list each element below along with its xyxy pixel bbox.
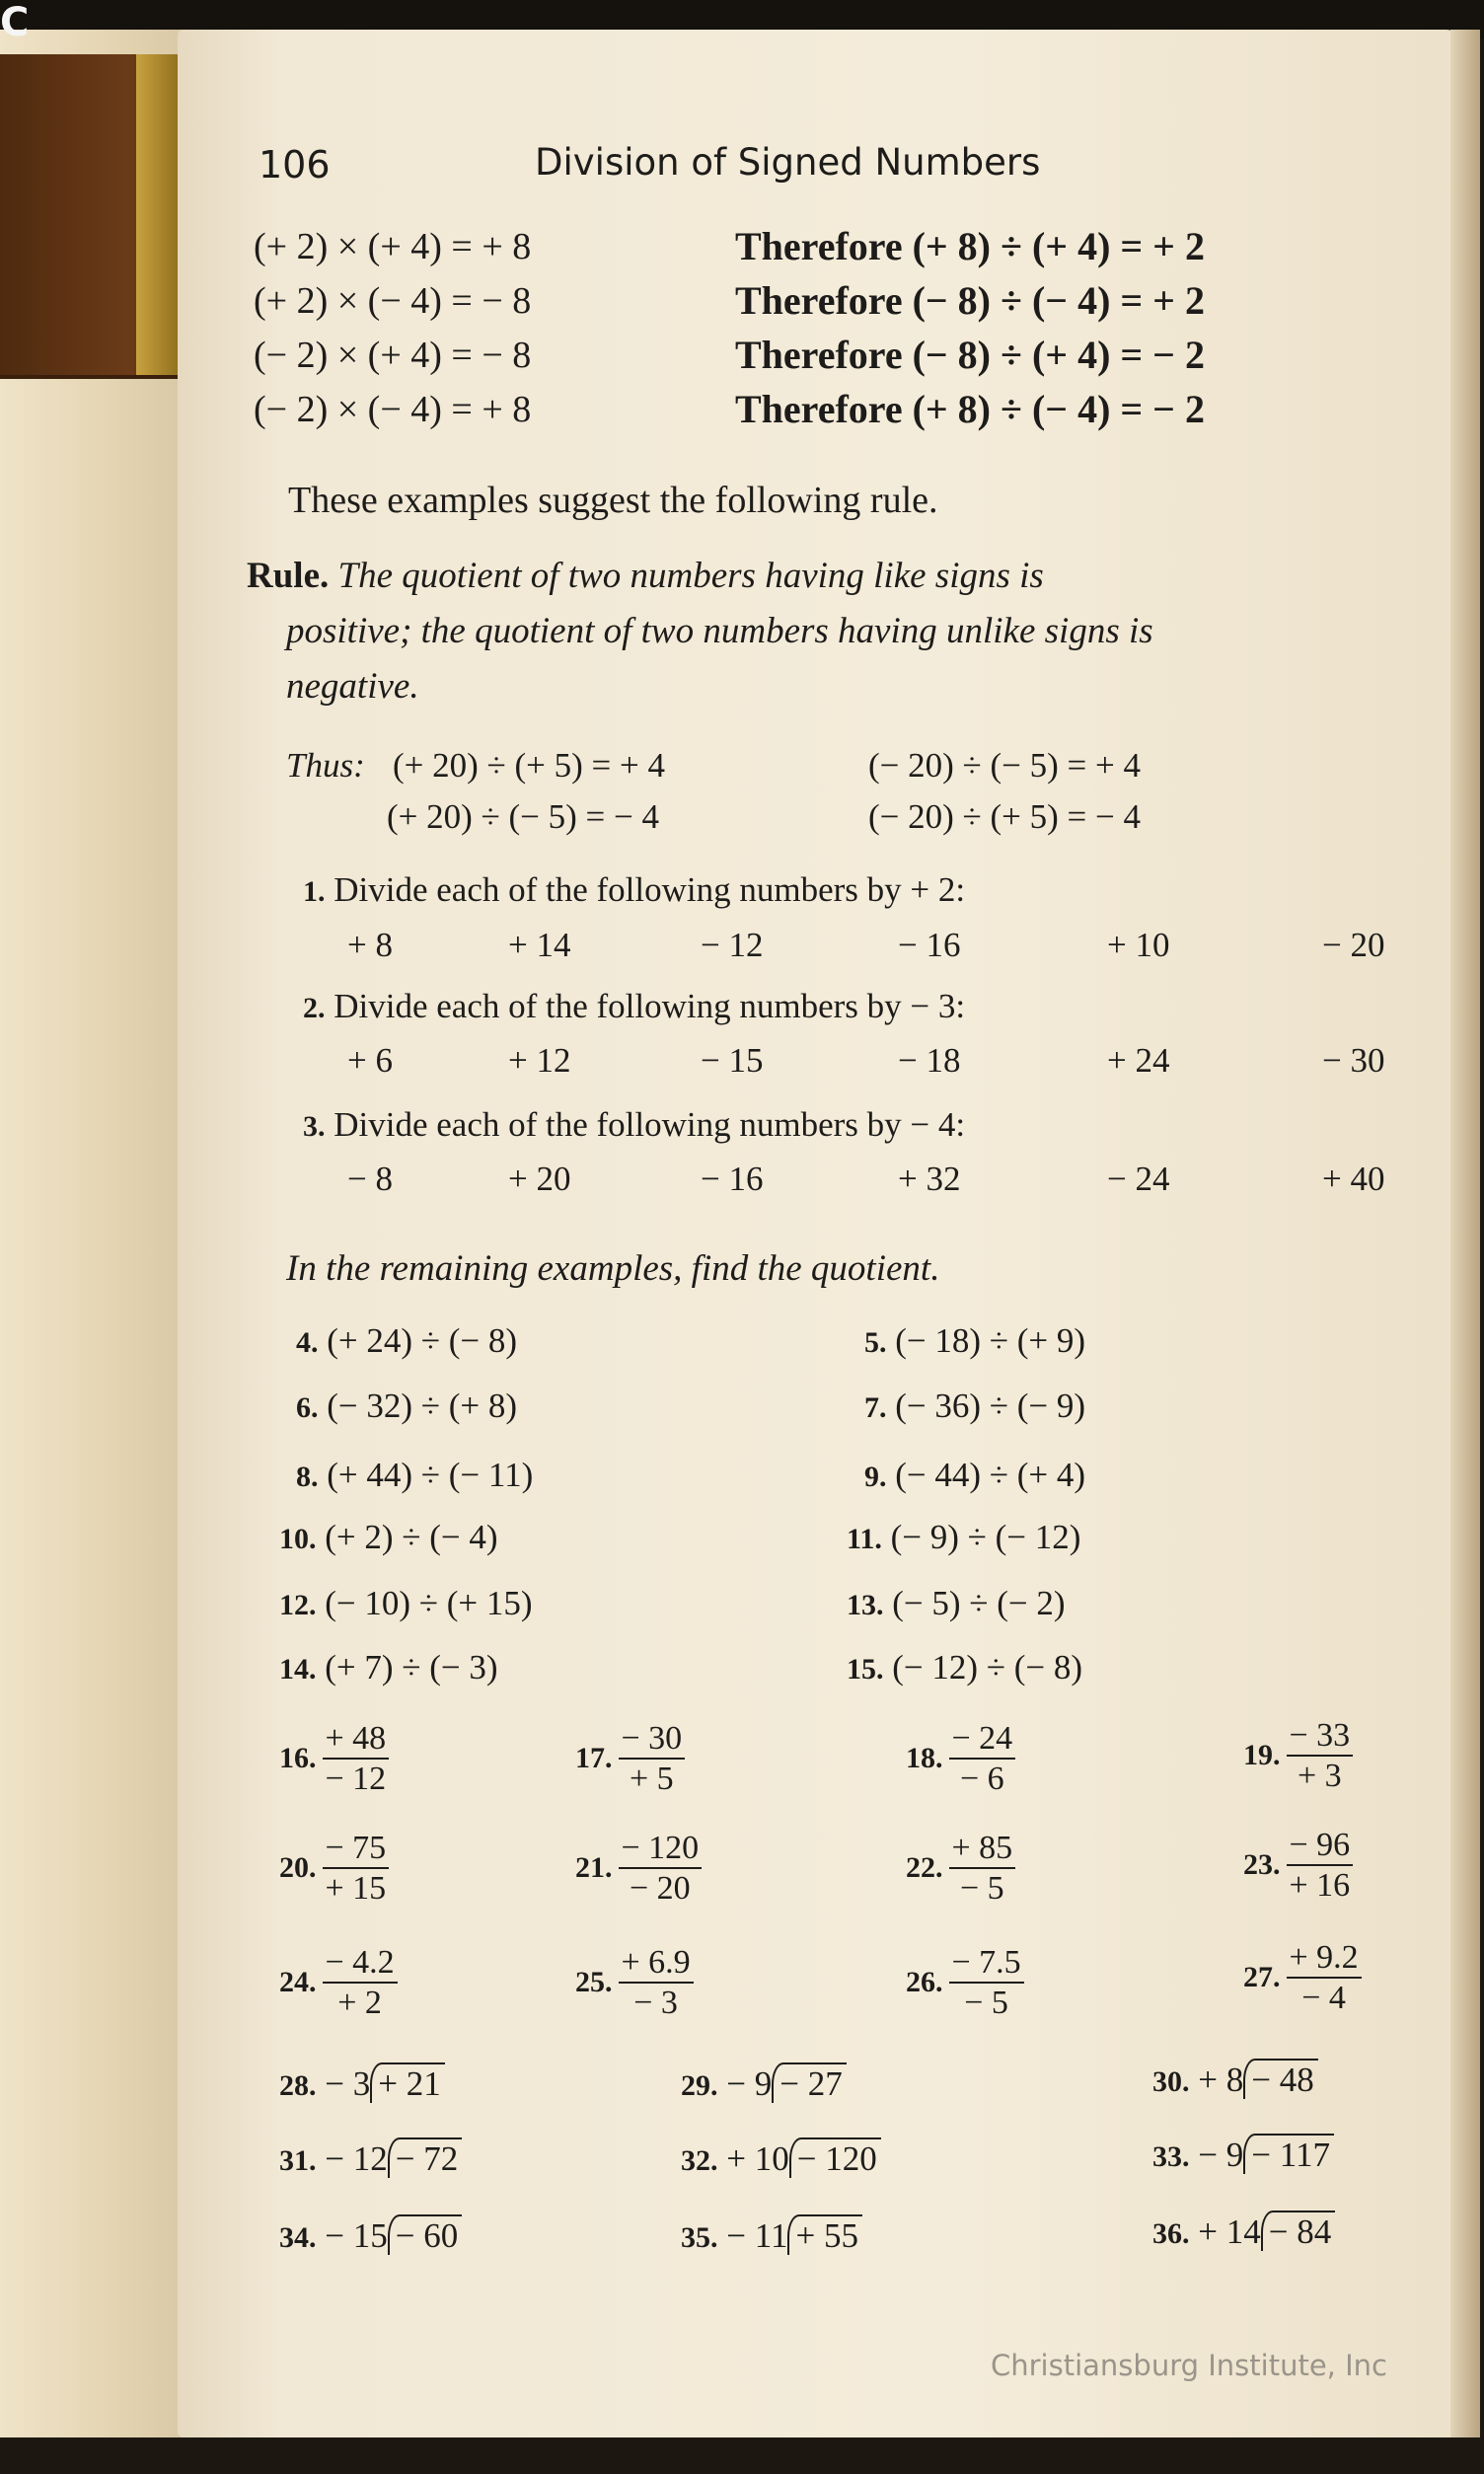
exercise-3 [303,1105,965,1145]
divisor: − 3 [325,2064,371,2103]
fraction [949,1829,1016,1908]
item-number: 15. [847,1653,884,1686]
fraction [1287,1938,1362,2017]
fraction [1287,1716,1354,1795]
fraction-item [906,1943,1024,2022]
denominator: + 15 [325,1870,387,1908]
fraction [323,1719,390,1798]
therefore-line: Therefore (+ 8) ÷ (+ 4) = + 2 [735,224,1205,268]
value: − 20 [1322,926,1385,964]
quotient-item [847,1584,1066,1623]
long-division-item [1152,2212,1335,2252]
dividend: − 48 [1243,2059,1318,2099]
numerator: − 75 [323,1829,390,1869]
item-number: 24. [279,1966,317,1999]
rule-text: The quotient of two numbers having like signs is [337,556,1044,596]
long-division-item [279,2216,462,2256]
item-number: 20. [279,1851,317,1885]
item-number: 25. [575,1966,613,1999]
remaining-instruction: In the remaining examples, find the quotient. [286,1248,940,1289]
item-number: 35. [681,2221,718,2254]
value: − 15 [701,1041,764,1080]
exercise-text: Divide each of the following numbers by − 3: [334,987,966,1025]
divisor: − 9 [1198,2136,1244,2174]
thus-label: Thus: [286,746,365,785]
denominator: − 4 [1301,1980,1346,2017]
item-number: 6. [296,1391,319,1424]
quotient-expr: (− 36) ÷ (− 9) [895,1387,1086,1425]
value: − 16 [898,926,961,964]
quotient-item [296,1321,517,1361]
quotient-expr: (− 44) ÷ (+ 4) [895,1456,1086,1494]
thus-example: (+ 20) ÷ (− 5) = − 4 [387,797,660,836]
corner-mark: C [0,0,30,45]
dividend: − 84 [1261,2211,1336,2251]
item-number: 30. [1152,2065,1190,2098]
denominator: + 3 [1298,1758,1342,1795]
quotient-expr: (− 18) ÷ (+ 9) [895,1321,1086,1360]
quotient-expr: (− 5) ÷ (− 2) [892,1584,1066,1622]
denominator: − 20 [630,1870,691,1908]
value: + 12 [508,1041,571,1080]
quotient-item [864,1321,1085,1361]
value: + 20 [508,1160,571,1198]
fraction-item [575,1943,694,2022]
item-number: 17. [575,1742,613,1775]
dividend: − 120 [789,2137,881,2178]
quotient-expr: (− 12) ÷ (− 8) [892,1648,1083,1687]
value: + 32 [898,1160,961,1198]
thus-example: (− 20) ÷ (+ 5) = − 4 [868,797,1142,836]
bookmark-tab-edge [136,54,184,375]
numerator: + 6.9 [619,1943,694,1984]
item-number: 26. [906,1966,943,1999]
long-division-item [279,2139,462,2179]
item-number: 14. [279,1653,317,1686]
quotient-item [279,1584,533,1623]
numerator: − 96 [1287,1826,1354,1866]
quotient-item [864,1456,1085,1495]
exercise-number: 1. [303,875,326,908]
intro-text: These examples suggest the following rule. [288,480,938,521]
fraction-item [906,1719,1015,1798]
quotient-expr: (− 32) ÷ (+ 8) [327,1387,518,1425]
thus-example: (+ 20) ÷ (+ 5) = + 4 [393,746,666,785]
fraction [619,1829,703,1908]
fraction [949,1719,1016,1798]
item-number: 16. [279,1742,317,1775]
item-number: 21. [575,1851,613,1885]
value: + 14 [508,926,571,964]
quotient-expr: (+ 7) ÷ (− 3) [325,1648,498,1687]
item-number: 19. [1243,1739,1281,1772]
item-number: 31. [279,2144,317,2177]
item-number: 27. [1243,1961,1281,1994]
value: + 6 [347,1041,393,1080]
exercise-1 [303,870,965,910]
item-number: 22. [906,1851,943,1885]
value: + 10 [1107,926,1170,964]
value: − 24 [1107,1160,1170,1198]
fraction [323,1943,398,2022]
numerator: − 24 [949,1719,1016,1760]
item-number: 9. [864,1461,887,1493]
item-number: 28. [279,2069,317,2102]
rule-label: Rule. [247,556,330,596]
long-division-item [1152,2061,1318,2100]
therefore-line: Therefore (− 8) ÷ (− 4) = + 2 [735,278,1205,323]
fraction-item [279,1829,389,1908]
divisor: − 11 [726,2216,788,2255]
item-number: 10. [279,1523,317,1555]
value: − 8 [347,1160,393,1198]
item-number: 29. [681,2069,718,2102]
fraction-item [575,1829,702,1908]
denominator: − 6 [960,1761,1004,1798]
product-line: (− 2) × (− 4) = + 8 [254,389,532,430]
divisor: + 8 [1198,2061,1244,2099]
numerator: − 4.2 [323,1943,398,1984]
exercise-2 [303,987,965,1026]
quotient-item [847,1648,1082,1687]
fraction [619,1719,686,1798]
value: − 18 [898,1041,961,1080]
exercise-text: Divide each of the following numbers by − 4: [334,1105,966,1144]
rule-line-1 [247,555,1044,597]
quotient-item [279,1518,498,1557]
divisor: − 12 [325,2139,388,2178]
rule-line-3: negative. [286,666,419,707]
product-line: (− 2) × (+ 4) = − 8 [254,335,532,376]
quotient-expr: (+ 24) ÷ (− 8) [327,1321,518,1360]
item-number: 18. [906,1742,943,1775]
item-number: 8. [296,1461,319,1493]
numerator: + 85 [949,1829,1016,1869]
value: + 8 [347,926,393,964]
exercise-number: 3. [303,1110,326,1143]
divisor: − 15 [325,2216,388,2255]
numerator: − 120 [619,1829,703,1869]
value: − 16 [701,1160,764,1198]
quotient-expr: (+ 44) ÷ (− 11) [327,1456,534,1494]
watermark: Christiansburg Institute, Inc [991,2349,1387,2382]
item-number: 4. [296,1326,319,1359]
quotient-item [864,1387,1085,1426]
item-number: 11. [847,1523,882,1555]
dividend: − 72 [388,2137,463,2178]
quotient-item [279,1648,498,1687]
fraction-item [279,1719,389,1798]
numerator: − 30 [619,1719,686,1760]
denominator: + 5 [630,1761,674,1798]
exercise-number: 2. [303,992,326,1024]
numerator: − 33 [1287,1716,1354,1757]
thus-example: (− 20) ÷ (− 5) = + 4 [868,746,1142,785]
fraction [323,1829,390,1908]
exercise-text: Divide each of the following numbers by + 2: [334,870,966,909]
quotient-item [847,1518,1080,1557]
item-number: 7. [864,1391,887,1424]
dividend: + 55 [787,2214,862,2255]
fraction [619,1943,694,2022]
value: − 30 [1322,1041,1385,1080]
item-number: 23. [1243,1848,1281,1882]
item-number: 34. [279,2221,317,2254]
fraction-item [906,1829,1015,1908]
page-title: Division of Signed Numbers [535,141,1041,184]
numerator: + 48 [323,1719,390,1760]
numerator: − 7.5 [949,1943,1024,1984]
divisor: + 14 [1198,2212,1261,2251]
denominator: − 5 [960,1870,1004,1908]
denominator: − 5 [964,1985,1008,2022]
item-number: 36. [1152,2217,1190,2250]
value: − 12 [701,926,764,964]
divisor: − 9 [726,2064,773,2103]
page-number: 106 [259,143,331,187]
dividend: − 60 [388,2214,463,2255]
fraction-item [1243,1826,1353,1905]
dividend: − 27 [772,2062,847,2103]
quotient-item [296,1456,533,1495]
long-division-item [681,2216,862,2256]
dividend: + 21 [370,2062,445,2103]
rule-line-2: positive; the quotient of two numbers having unlike signs is [286,611,1153,651]
denominator: − 12 [325,1761,387,1798]
denominator: − 3 [633,1985,678,2022]
item-number: 32. [681,2144,718,2177]
long-division-item [1152,2136,1334,2175]
denominator: + 2 [337,1985,382,2022]
product-line: (+ 2) × (+ 4) = + 8 [254,226,532,267]
fraction-item [1243,1938,1362,2017]
denominator: + 16 [1289,1867,1351,1905]
long-division-item [279,2064,445,2104]
item-number: 5. [864,1326,887,1359]
dividend: − 117 [1243,2134,1334,2174]
item-number: 12. [279,1589,317,1621]
quotient-expr: (− 10) ÷ (+ 15) [325,1584,533,1622]
item-number: 33. [1152,2140,1190,2173]
item-number: 13. [847,1589,884,1621]
product-line: (+ 2) × (− 4) = − 8 [254,280,532,322]
value: + 40 [1322,1160,1385,1198]
divisor: + 10 [726,2139,789,2178]
therefore-line: Therefore (− 8) ÷ (+ 4) = − 2 [735,333,1205,377]
therefore-line: Therefore (+ 8) ÷ (− 4) = − 2 [735,387,1205,431]
quotient-expr: (− 9) ÷ (− 12) [890,1518,1081,1556]
quotient-item [296,1387,517,1426]
value: + 24 [1107,1041,1170,1080]
book-spine [0,30,187,2437]
fraction [949,1943,1024,2022]
fraction-item [279,1943,398,2022]
fraction [1287,1826,1354,1905]
long-division-item [681,2064,847,2104]
long-division-item [681,2139,881,2179]
numerator: + 9.2 [1287,1938,1362,1979]
fraction-item [1243,1716,1353,1795]
quotient-expr: (+ 2) ÷ (− 4) [325,1518,498,1556]
page-right-edge [1450,30,1480,2437]
fraction-item [575,1719,685,1798]
